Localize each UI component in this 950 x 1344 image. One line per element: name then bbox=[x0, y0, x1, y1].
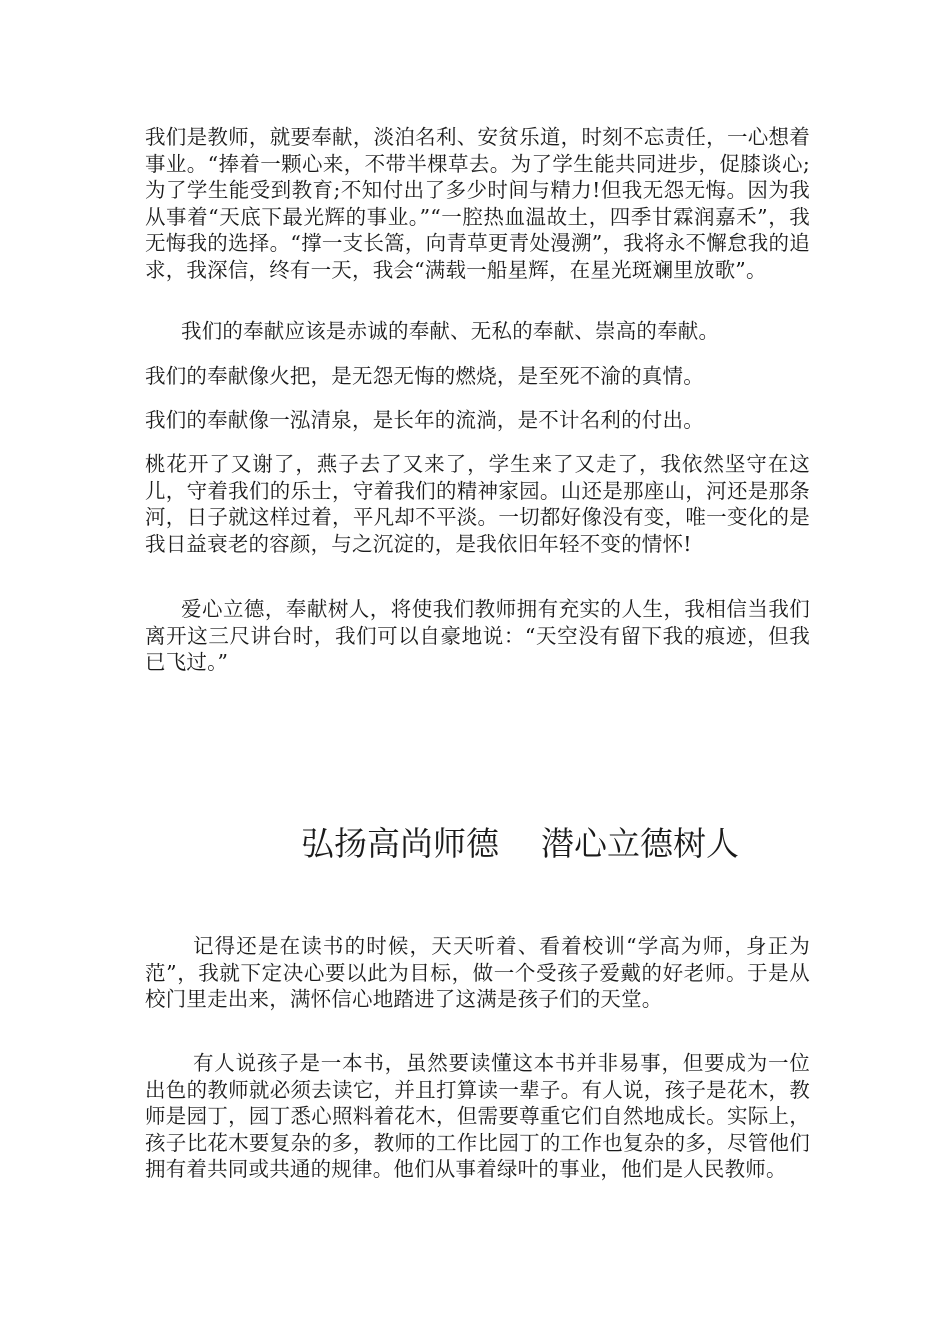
paragraph-dedication-kinds: 我们的奉献应该是赤诚的奉献、无私的奉献、崇高的奉献。 bbox=[181, 319, 720, 343]
article-title: 弘扬高尚师德 潜心立德树人 bbox=[301, 824, 739, 863]
paragraph-dedication-intro: 我们是教师，就要奉献，淡泊名利、安贫乐道，时刻不忘责任，一心想着事业。“捧着一颗心来，不带半棵草去。为了学生能共同进步，促膝谈心;为了学生能受到教育;不知付出了多少时间与精力!但我无怨无悔。因为我从事着“天底下最光辉的事业。”“一腔热血温故土，四季甘霖润嘉禾”，我无悔我的选择。“撑一支长篙，向青草更青处漫溯”，我将永不懈怠我的追求，我深信，终有一天，我会“满载一船星辉，在星光斑斓里放歌”。 bbox=[145, 125, 810, 282]
paragraph-conclusion: 爱心立德，奉献树人，将使我们教师拥有充实的人生，我相信当我们离开这三尺讲台时，我们可以自豪地说：“天空没有留下我的痕迹，但我已飞过。” bbox=[145, 597, 810, 674]
paragraph-children-book: 有人说孩子是一本书，虽然要读懂这本书并非易事，但要成为一位出色的教师就必须去读它，并且打算读一辈子。有人说，孩子是花木，教师是园丁，园丁悉心照料着花木，但需要尊重它们自然地成长。实际上，孩子比花木要复杂的多，教师的工作比园丁的工作也复杂的多，尽管他们拥有着共同或共通的规律。他们从事着绿叶的事业，他们是人民教师。 bbox=[145, 1051, 810, 1181]
paragraph-peach-blossom: 桃花开了又谢了，燕子去了又来了，学生来了又走了，我依然坚守在这儿，守着我们的乐士，守着我们的精神家园。山还是那座山，河还是那条河，日子就这样过着，平凡却不平淡。一切都好像没有变，唯一变化的是我日益衰老的容颜，与之沉淀的，是我依旧年轻不变的情怀! bbox=[145, 452, 810, 556]
paragraph-school-motto: 记得还是在读书的时候，天天听着、看着校训“学高为师，身正为范”，我就下定决心要以此为目标，做一个受孩子爱戴的好老师。于是从校门里走出来，满怀信心地踏进了这满是孩子们的天堂。 bbox=[145, 934, 810, 1011]
paragraph-torch: 我们的奉献像火把，是无怨无悔的燃烧，是至死不渝的真情。 bbox=[145, 364, 704, 388]
paragraph-spring: 我们的奉献像一泓清泉，是长年的流淌，是不计名利的付出。 bbox=[145, 408, 704, 432]
